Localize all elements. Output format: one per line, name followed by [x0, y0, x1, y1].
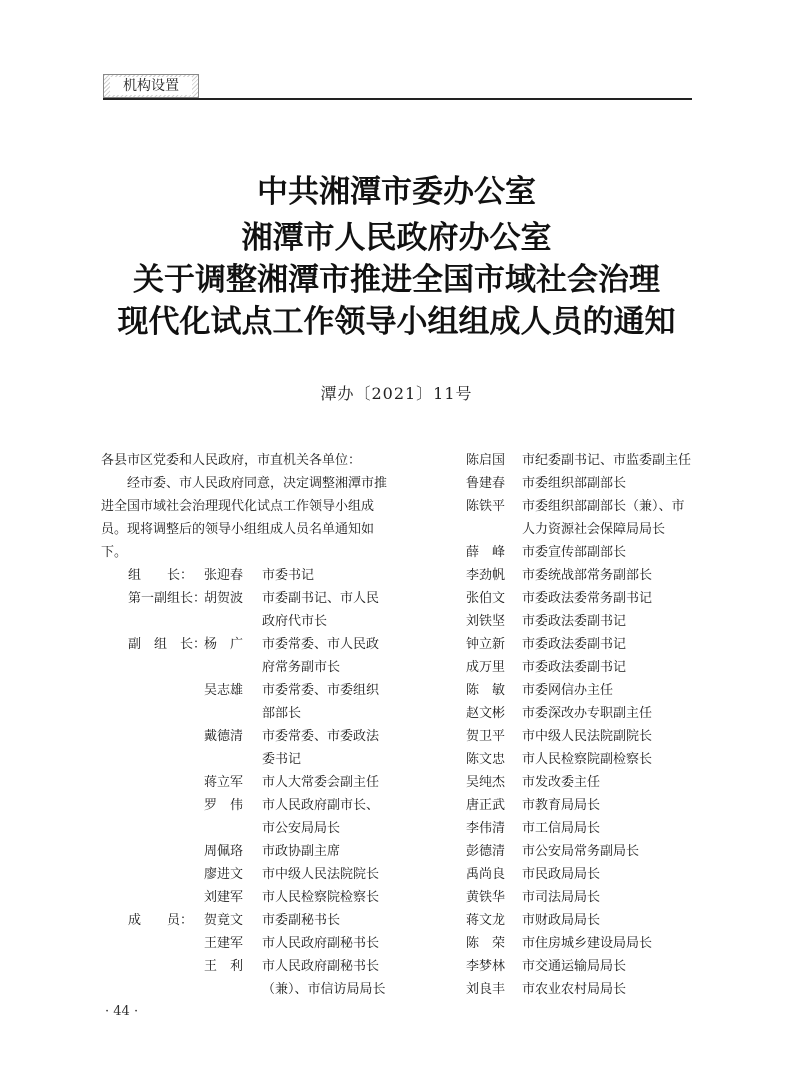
- member-name: 陈启国: [466, 453, 506, 468]
- intro-block: [101, 449, 391, 564]
- member-name: 钟立新: [466, 637, 506, 652]
- member-name: 张伯文: [466, 591, 506, 606]
- title-line-2: 湘潭市人民政府办公室: [241, 220, 552, 256]
- member-title-line: 市委政法委副书记: [522, 637, 627, 652]
- leader-name: 贺竟文: [204, 913, 244, 928]
- leader-name: 王建军: [204, 936, 244, 951]
- member-name: 贺卫平: [466, 729, 506, 744]
- document-number: 潭办〔2021〕11号: [320, 384, 473, 403]
- member-name: 陈文忠: [466, 752, 506, 767]
- leader-name: 刘建军: [204, 890, 244, 905]
- leader-role: 成 员：: [128, 913, 194, 928]
- member-name: 黄铁华: [466, 890, 506, 905]
- leader-name: 张迎春: [204, 568, 244, 583]
- member-name: 陈铁平: [466, 499, 506, 514]
- member-name: 彭德清: [466, 844, 506, 859]
- member-name: 蒋文龙: [466, 913, 506, 928]
- member-title-line: 市委组织部副部长: [522, 476, 627, 491]
- title-line-4: 现代化试点工作领导小组组成人员的通知: [117, 304, 676, 340]
- member-title-line: 市委网信办主任: [522, 683, 614, 698]
- leader-name: 蒋立军: [204, 775, 244, 790]
- intro-body: 经市委、市人民政府同意，决定调整湘潭市推进全国市域社会治理现代化试点工作领导小组成员。现将调整后的领导小组组成人员名单通知如下。: [101, 476, 388, 560]
- member-name: 唐正武: [466, 798, 506, 813]
- leader-title-line: 市人民政府副市长、: [262, 798, 380, 813]
- leader-name: 杨 广: [204, 637, 244, 652]
- leader-title-line: 市委书记: [262, 568, 315, 583]
- section-tab: [103, 74, 199, 98]
- member-title-line: 人力资源社会保障局局长: [522, 522, 666, 537]
- member-title-line: 市财政局局长: [522, 913, 601, 928]
- member-title-line: 市委政法委副书记: [522, 660, 627, 675]
- leader-name: 胡贺波: [204, 591, 244, 606]
- member-name: 赵文彬: [466, 706, 506, 721]
- leader-title-line: 府常务副市长: [262, 660, 341, 675]
- member-title-line: 市农业农村局局长: [522, 982, 627, 997]
- leader-title-line: 部部长: [262, 706, 302, 721]
- leader-name: 王 利: [204, 959, 244, 974]
- leader-title-line: 市政协副主席: [262, 844, 341, 859]
- leader-title-line: 政府代市长: [262, 614, 328, 629]
- page-number: · 44 ·: [105, 1004, 139, 1019]
- member-name: 成万里: [466, 660, 506, 675]
- leader-title-line: （兼）、市信访局局长: [262, 982, 386, 997]
- leader-title-line: 委书记: [262, 752, 302, 767]
- member-name: 薛 峰: [466, 545, 506, 560]
- member-name: 刘良丰: [466, 982, 506, 997]
- leader-title-line: 市委副书记、市人民: [262, 591, 380, 606]
- member-title-line: 市委政法委常务副书记: [522, 591, 653, 606]
- member-name: 吴纯杰: [466, 775, 506, 790]
- leader-title-line: 市人大常委会副主任: [262, 775, 380, 790]
- title-line-3: 关于调整湘潭市推进全国市域社会治理: [133, 262, 660, 298]
- member-title-line: 市教育局局长: [522, 798, 601, 813]
- leader-name: 戴德清: [204, 729, 244, 744]
- leader-title-line: 市中级人民法院院长: [262, 867, 380, 882]
- member-title-line: 市司法局局长: [522, 890, 601, 905]
- leader-title-line: 市委常委、市委组织: [262, 683, 380, 698]
- leader-title-line: 市委副秘书长: [262, 913, 341, 928]
- member-name: 李劲帆: [466, 568, 506, 583]
- addressee: 各县市区党委和人民政府，市直机关各单位：: [101, 453, 362, 468]
- leader-name: 廖进文: [204, 867, 244, 882]
- member-name: 陈 敏: [466, 683, 506, 698]
- section-label: 机构设置: [110, 77, 192, 95]
- member-title-line: 市中级人民法院副院长: [522, 729, 653, 744]
- leader-title-line: 市人民政府副秘书长: [262, 959, 380, 974]
- member-title-line: 市委组织部副部长（兼）、市: [522, 499, 685, 514]
- header-rule: [103, 98, 692, 100]
- leader-title-line: 市人民政府副秘书长: [262, 936, 380, 951]
- member-title-line: 市公安局常务副局长: [522, 844, 640, 859]
- member-title-line: 市发改委主任: [522, 775, 601, 790]
- leader-name: 罗 伟: [204, 798, 244, 813]
- member-title-line: 市住房城乡建设局局长: [522, 936, 653, 951]
- member-name: 李伟清: [466, 821, 506, 836]
- member-name: 鲁建春: [466, 476, 506, 491]
- leader-title-line: 市人民检察院检察长: [262, 890, 380, 905]
- leader-name: 周佩珞: [204, 844, 244, 859]
- member-name: 禹尚良: [466, 867, 506, 882]
- member-title-line: 市交通运输局局长: [522, 959, 627, 974]
- member-name: 陈 荣: [466, 936, 506, 951]
- leader-role: 组 长：: [128, 568, 194, 583]
- title-line-1: 中共湘潭市委办公室: [257, 174, 536, 210]
- leader-title-line: 市委常委、市人民政: [262, 637, 380, 652]
- member-name: 刘铁坚: [466, 614, 506, 629]
- member-name: 李梦林: [466, 959, 506, 974]
- member-title-line: 市民政局局长: [522, 867, 601, 882]
- leader-role: 副 组 长：: [128, 637, 207, 652]
- member-title-line: 市委统战部常务副部长: [522, 568, 653, 583]
- member-title-line: 市工信局局长: [522, 821, 601, 836]
- member-title-line: 市委宣传部副部长: [522, 545, 627, 560]
- member-title-line: 市纪委副书记、市监委副主任: [522, 453, 692, 468]
- leader-title-line: 市公安局局长: [262, 821, 341, 836]
- member-title-line: 市委政法委副书记: [522, 614, 627, 629]
- leader-name: 吴志雄: [204, 683, 244, 698]
- leader-role: 第一副组长：: [128, 591, 207, 606]
- leader-title-line: 市委常委、市委政法: [262, 729, 380, 744]
- member-title-line: 市人民检察院副检察长: [522, 752, 653, 767]
- member-title-line: 市委深改办专职副主任: [522, 706, 653, 721]
